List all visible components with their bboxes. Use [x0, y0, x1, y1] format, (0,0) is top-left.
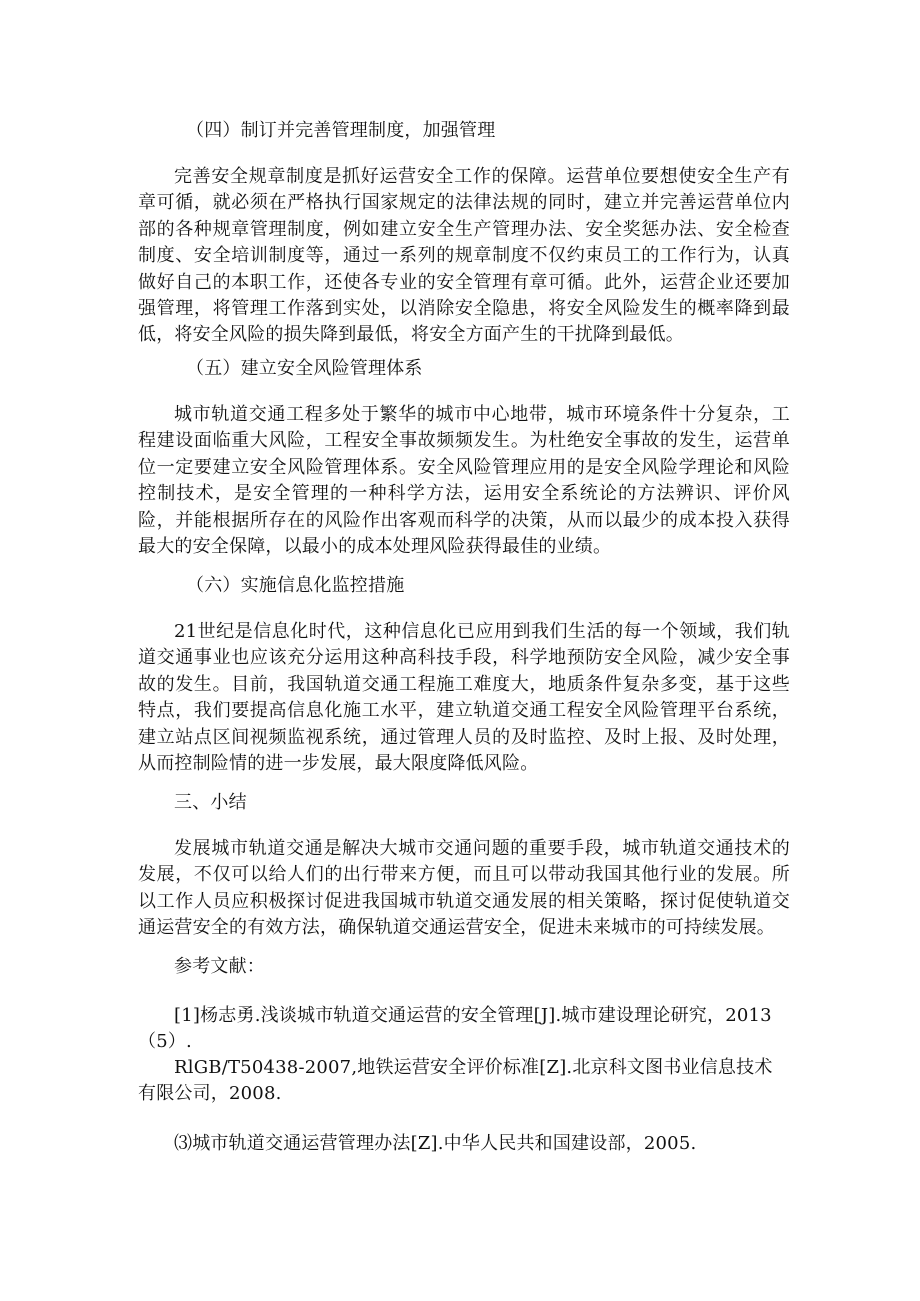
- section-paragraph-6: 21世纪是信息化时代，这种信息化已应用到我们生活的每一个领域，我们轨道交通事业也应该充分运用这种高科技手段，科学地预防安全风险，减少安全事故的发生。目前，我国轨道交通工程施工难度大，地质条件复杂多变，基于这些特点，我们要提高信息化施工水平，建立轨道交通工程安全风险管理平台系统，建立站点区间视频监视系统，通过管理人员的及时监控、及时上报、及时处理，从而控制险情的进一步发展，最大限度降低风险。: [138, 621, 790, 775]
- section-heading-5: （五）建立安全风险管理体系: [186, 358, 423, 379]
- section-heading-4: （四）制订并完善管理制度，加强管理: [186, 120, 496, 141]
- reference-item-3: ⑶城市轨道交通运营管理办法[Z].中华人民共和国建设部，2005.: [174, 1133, 697, 1154]
- section-paragraph-4: 完善安全规章制度是抓好运营安全工作的保障。运营单位要想使安全生产有章可循，就必须在严格执行国家规定的法律法规的同时，建立并完善运营单位内部的各种规章管理制度，例如建立安全生产管理办法、安全奖惩办法、安全检查制度、安全培训制度等，通过一系列的规章制度不仅约束员工的工作行为，认真做好自己的本职工作，还使各专业的安全管理有章可循。此外，运营企业还要加强管理，将管理工作落到实处，以消除安全隐患，将安全风险发生的概率降到最低，将安全风险的损失降到最低，将安全方面产生的干扰降到最低。: [138, 166, 790, 346]
- references-heading: 参考文献：: [174, 956, 265, 977]
- section-paragraph-5: 城市轨道交通工程多处于繁华的城市中心地带，城市环境条件十分复杂，工程建设面临重大风险，工程安全事故频频发生。为杜绝安全事故的发生，运营单位一定要建立安全风险管理体系。安全风险管理应用的是安全风险学理论和风险控制技术，是安全管理的一种科学方法，运用安全系统论的方法辨识、评价风险，并能根据所存在的风险作出客观而科学的决策，从而以最少的成本投入获得最大的安全保障，以最小的成本处理风险获得最佳的业绩。: [138, 404, 790, 558]
- summary-heading: 三、小结: [174, 792, 247, 813]
- reference-item-1: [1]杨志勇.浅谈城市轨道交通运营的安全管理[J].城市建设理论研究，2013（5）.: [138, 1005, 772, 1053]
- section-heading-6: （六）实施信息化监控措施: [186, 575, 405, 596]
- reference-item-2: RlGB/T50438-2007,地铁运营安全评价标准[Z].北京科文图书业信息技术有限公司，2008.: [138, 1057, 773, 1105]
- summary-paragraph: 发展城市轨道交通是解决大城市交通问题的重要手段，城市轨道交通技术的发展，不仅可以给人们的出行带来方便，而且可以带动我国其他行业的发展。所以工作人员应积极探讨促进我国城市轨道交通发展的相关策略，探讨促使轨道交通运营安全的有效方法，确保轨道交通运营安全，促进未来城市的可持续发展。: [138, 838, 790, 939]
